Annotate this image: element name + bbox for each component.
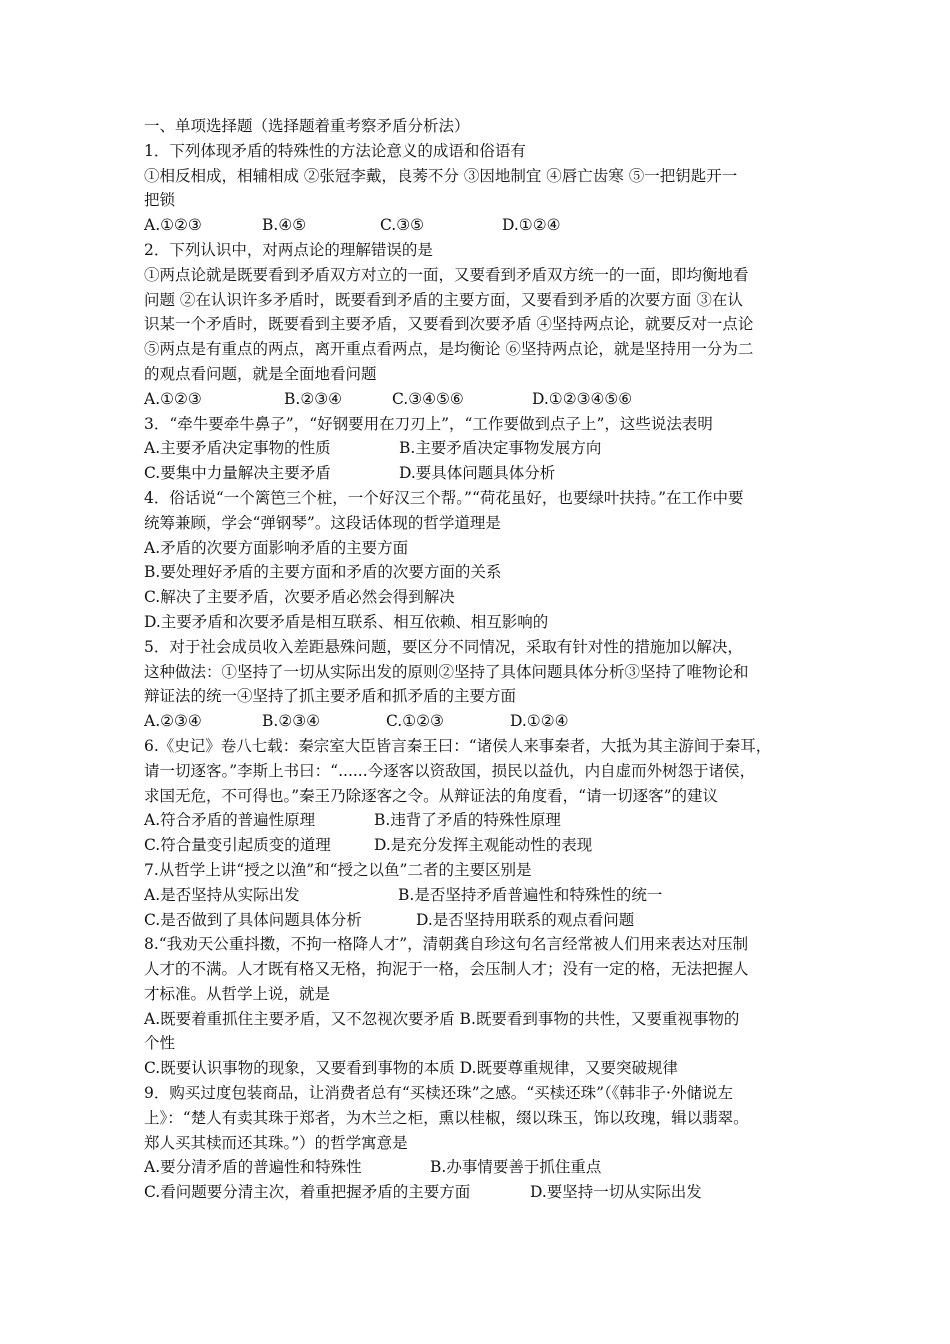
question-8-options-cont: 个性 bbox=[144, 1034, 176, 1053]
option-a: A.①②③ bbox=[144, 389, 202, 408]
option-c: C.③⑤ bbox=[380, 216, 425, 235]
question-8-line: 人才的不满。人才既有格又无格，拘泥于一格，会压制人才；没有一定的格，无法把握人 bbox=[144, 960, 749, 979]
option-a: A.是否坚持从实际出发 bbox=[144, 885, 300, 904]
section-title: 一、单项选择题（选择题着重考察矛盾分析法） bbox=[144, 117, 470, 135]
question-3-stem: 3．“牵牛要牵牛鼻子”，“好钢要用在刀刃上”，“工作要做到点子上”，这些说法表明 bbox=[144, 414, 713, 433]
option-d: D.是充分发挥主观能动性的表现 bbox=[374, 836, 593, 855]
option-c: C.解决了主要矛盾，次要矛盾必然会得到解决 bbox=[144, 588, 455, 607]
option-b: B.办事情要善于抓住重点 bbox=[430, 1158, 602, 1177]
option-a: A.矛盾的次要方面影响矛盾的主要方面 bbox=[144, 538, 409, 557]
option-b: B.违背了矛盾的特殊性原理 bbox=[374, 811, 561, 830]
question-6-line: 求国无危，不可得也。”秦王乃除逐客之令。从辩证法的角度看，“请一切逐客”的建议 bbox=[144, 786, 719, 805]
option-d: D.①②④ bbox=[510, 712, 569, 731]
option-c: C.要集中力量解决主要矛盾 bbox=[144, 464, 331, 483]
option-b: B.要处理好矛盾的主要方面和矛盾的次要方面的关系 bbox=[144, 563, 502, 582]
question-2-options bbox=[144, 387, 804, 412]
question-6-stem: 6.《史记》卷八七载：秦宗室大臣皆言秦王曰：“诸侯人来事秦者，大抵为其主游间于秦耳， bbox=[144, 736, 772, 755]
option-c: C.③④⑤⑥ bbox=[392, 389, 464, 408]
option-a: A.②③④ bbox=[144, 712, 202, 731]
question-6-line: 请一切逐客。”李斯上书曰：“......今逐客以资敌国，损民以益仇，内自虚而外树怨于诸侯， bbox=[144, 761, 756, 780]
question-8-line: 才标准。从哲学上说，就是 bbox=[144, 984, 331, 1003]
option-c: C.看问题要分清主次，着重把握矛盾的主要方面 bbox=[144, 1183, 471, 1202]
option-d: D.主要矛盾和次要矛盾是相互联系、相互依赖、相互影响的 bbox=[144, 612, 549, 631]
question-9-line: 上》：“楚人有卖其珠于郑者，为木兰之柜，熏以桂椒，缀以珠玉，饰以玫瑰，辑以翡翠。 bbox=[144, 1108, 749, 1127]
option-c: C.符合量变引起质变的道理 bbox=[144, 836, 331, 855]
question-2-line: 识某一个矛盾时，既要看到主要矛盾，又要看到次要矛盾 ④坚持两点论，就要反对一点论 bbox=[144, 315, 754, 334]
option-b: B.②③④ bbox=[262, 712, 321, 731]
option-d: D.是否坚持用联系的观点看问题 bbox=[416, 910, 635, 929]
option-c: C.①②③ bbox=[386, 712, 444, 731]
question-4-stem-cont: 统筹兼顾，学会“弹钢琴”。这段话体现的哲学道理是 bbox=[144, 513, 501, 532]
question-5-line: 辩证法的统一④坚持了抓主要矛盾和抓矛盾的主要方面 bbox=[144, 687, 517, 706]
question-8-options: C.既要认识事物的现象，又要看到事物的本质 D.既要尊重规律，又要突破规律 bbox=[144, 1059, 678, 1078]
question-9-stem: 9．购买过度包装商品，让消费者总有“买椟还珠”之感。“买椟还珠”（《韩非子·外储说左 bbox=[144, 1084, 733, 1103]
question-1-options bbox=[144, 213, 804, 238]
question-1-items-cont: 把锁 bbox=[144, 191, 176, 210]
question-8-stem: 8.“我劝天公重抖擞，不拘一格降人才”，清朝龚自珍这句名言经常被人们用来表达对压制 bbox=[144, 935, 749, 954]
question-2-line: 的观点看问题，就是全面地看问题 bbox=[144, 364, 377, 383]
option-a: A.①②③ bbox=[144, 216, 202, 235]
option-b: B.④⑤ bbox=[262, 216, 307, 235]
question-5-stem: 5．对于社会成员收入差距悬殊问题，要区分不同情况，采取有针对性的措施加以解决， bbox=[144, 637, 743, 656]
question-3-options bbox=[144, 461, 804, 486]
option-b: B.②③④ bbox=[284, 389, 343, 408]
question-8-options: A.既要着重抓住主要矛盾，又不忽视次要矛盾 B.既要看到事物的共性，又要重视事物的 bbox=[144, 1009, 740, 1028]
question-9-line: 郑人买其椟而还其珠。”）的哲学寓意是 bbox=[144, 1133, 408, 1152]
option-b: B.是否坚持矛盾普遍性和特殊性的统一 bbox=[398, 885, 663, 904]
question-7-options bbox=[144, 883, 804, 908]
worksheet bbox=[144, 114, 804, 1205]
question-5-line: 这种做法：①坚持了一切从实际出发的原则②坚持了具体问题具体分析③坚持了唯物论和 bbox=[144, 662, 749, 681]
option-a: A.主要矛盾决定事物的性质 bbox=[144, 439, 331, 458]
question-7-stem: 7.从哲学上讲“授之以渔”和“授之以鱼”二者的主要区别是 bbox=[144, 860, 532, 879]
question-2-line: ①两点论就是既要看到矛盾双方对立的一面，又要看到矛盾双方统一的一面，即均衡地看 bbox=[144, 265, 749, 284]
question-7-options bbox=[144, 908, 804, 933]
option-d: D.①②④ bbox=[502, 216, 561, 235]
question-2-line: ⑤两点是有重点的两点，离开重点看两点，是均衡论 ⑥坚持两点论，就是坚持用一分为二 bbox=[144, 340, 754, 359]
option-d: D.要坚持一切从实际出发 bbox=[530, 1183, 702, 1202]
option-c: C.是否做到了具体问题具体分析 bbox=[144, 910, 362, 929]
option-b: B.主要矛盾决定事物发展方向 bbox=[399, 439, 602, 458]
question-1-stem: 1．下列体现矛盾的特殊性的方法论意义的成语和俗语有 bbox=[144, 141, 526, 160]
question-2-stem: 2．下列认识中，对两点论的理解错误的是 bbox=[144, 240, 433, 259]
question-2-line: 问题 ②在认识许多矛盾时，既要看到矛盾的主要方面，又要看到矛盾的次要方面 ③在认 bbox=[144, 290, 743, 309]
question-3-options bbox=[144, 436, 804, 461]
question-6-options bbox=[144, 808, 804, 833]
option-d: D.①②③④⑤⑥ bbox=[532, 389, 633, 408]
question-1-items: ①相反相成，相辅相成 ②张冠李戴，良莠不分 ③因地制宜 ④唇亡齿寒 ⑤一把钥匙开一 bbox=[144, 166, 738, 185]
question-6-options bbox=[144, 833, 804, 858]
option-d: D.要具体问题具体分析 bbox=[399, 464, 556, 483]
option-a: A.要分清矛盾的普遍性和特殊性 bbox=[144, 1158, 362, 1177]
option-a: A.符合矛盾的普遍性原理 bbox=[144, 811, 316, 830]
question-9-options bbox=[144, 1155, 804, 1180]
question-5-options bbox=[144, 709, 804, 734]
question-4-stem: 4．俗话说“一个篱笆三个桩，一个好汉三个帮。”“荷花虽好，也要绿叶扶持。”在工作中要 bbox=[144, 488, 744, 507]
question-9-options bbox=[144, 1180, 804, 1205]
